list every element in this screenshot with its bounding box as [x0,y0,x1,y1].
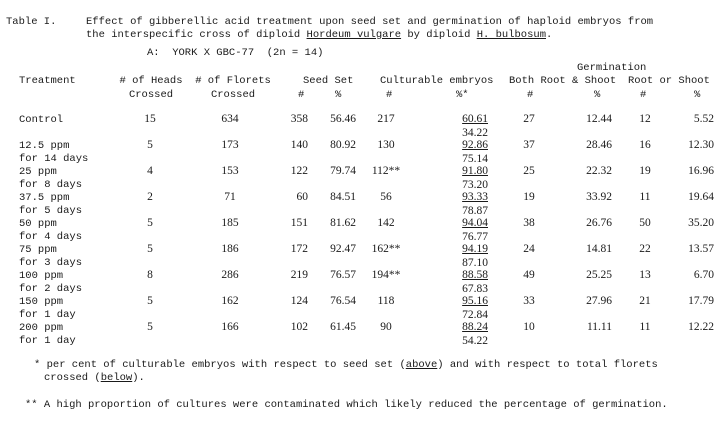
cell-seedset-n: 60 [296,191,308,203]
cell-both-p: 27.96 [586,295,612,307]
cell-treatment: 12.5 ppm [19,140,70,152]
cell-culturable-p-below: 34.22 [462,127,488,139]
header-treatment: Treatment [19,75,76,87]
cell-culturable-p-above: 95.16 [462,295,488,307]
cell-heads: 5 [147,139,153,151]
header-florets: # of Florets [195,75,271,87]
table-title-line1: Effect of gibberellic acid treatment upon seed set and germination of haploid embryos from [86,16,654,28]
cell-heads: 8 [147,269,153,281]
cell-both-p: 33.92 [586,191,612,203]
cell-both-p: 25.25 [586,269,612,281]
cell-culturable-n: 142 [377,217,395,229]
cell-both-n: 33 [523,295,535,307]
cell-ros-p: 17.79 [688,295,714,307]
header-culturable-p: %* [456,89,469,101]
cell-both-n: 27 [523,113,535,125]
cell-culturable-p-below: 67.83 [462,283,488,295]
header-root-or-shoot: Root or Shoot [628,75,710,87]
cell-both-n: 37 [523,139,535,151]
cell-culturable-n: 162** [371,243,401,255]
cell-ros-p: 13.57 [688,243,714,255]
cell-ros-n: 22 [639,243,651,255]
cell-treatment-duration: for 4 days [19,231,83,243]
cell-heads: 5 [147,243,153,255]
cell-ros-n: 50 [639,217,651,229]
cell-treatment-duration: for 5 days [19,205,83,217]
cell-seedset-p: 76.57 [330,269,356,281]
header-ros-p: % [694,89,701,101]
cell-treatment-duration: for 3 days [19,257,83,269]
table-subtitle: A: YORK X GBC-77 (2n = 14) [147,47,324,59]
cell-treatment: 37.5 ppm [19,192,70,204]
cell-seedset-n: 122 [290,165,308,177]
header-ros-n: # [640,89,647,101]
cell-florets: 185 [221,217,239,229]
cell-florets: 166 [221,321,239,333]
species-name-2: H. bulbosum [476,29,546,41]
cell-culturable-p-below: 73.20 [462,179,488,191]
cell-treatment: 50 ppm [19,218,57,230]
cell-culturable-p-above: 94.04 [462,217,488,229]
cell-ros-p: 19.64 [688,191,714,203]
header-heads: # of Heads [119,75,183,87]
cell-both-n: 25 [523,165,535,177]
cell-ros-p: 12.22 [688,321,714,333]
cell-heads: 2 [147,191,153,203]
cell-treatment-duration: for 14 days [19,153,89,165]
cell-ros-n: 21 [639,295,651,307]
cell-seedset-n: 102 [290,321,308,333]
cell-both-p: 22.32 [586,165,612,177]
cell-seedset-p: 80.92 [330,139,356,151]
cell-treatment: 200 ppm [19,322,64,334]
cell-both-n: 38 [523,217,535,229]
cell-treatment-duration: for 8 days [19,179,83,191]
header-both-p: % [594,89,601,101]
cell-both-p: 11.11 [586,321,612,333]
cell-both-n: 24 [523,243,535,255]
cell-culturable-p-below: 87.10 [462,257,488,269]
header-seedset: Seed Set [303,75,354,87]
cell-ros-p: 5.52 [693,113,714,125]
table-title-line2: the interspecific cross of diploid Hordeum vulgare by diploid H. bulbosum. [86,29,553,41]
cell-both-p: 14.81 [586,243,612,255]
cell-treatment-duration: for 1 day [19,335,76,347]
cell-florets: 186 [221,243,239,255]
header-both: Both Root & Shoot [509,75,617,87]
header-culturable: Culturable embryos [380,75,494,87]
cell-ros-n: 12 [639,113,651,125]
cell-ros-n: 11 [639,321,651,333]
header-both-n: # [527,89,534,101]
cell-culturable-p-below: 75.14 [462,153,488,165]
cell-florets: 153 [221,165,239,177]
cell-culturable-p-below: 72.84 [462,309,488,321]
cell-seedset-p: 81.62 [330,217,356,229]
cell-both-p: 28.46 [586,139,612,151]
cell-seedset-p: 56.46 [330,113,356,125]
cell-treatment: 100 ppm [19,270,64,282]
cell-culturable-p-above: 94.19 [462,243,488,255]
cell-seedset-n: 124 [290,295,308,307]
cell-seedset-n: 219 [290,269,308,281]
table-label: Table I. [6,16,57,28]
cell-culturable-n: 56 [380,191,392,203]
cell-culturable-p-above: 60.61 [462,113,488,125]
cell-both-n: 19 [523,191,535,203]
cell-seedset-n: 140 [290,139,308,151]
cell-ros-n: 16 [639,139,651,151]
cell-culturable-p-above: 93.33 [462,191,488,203]
cell-ros-n: 11 [639,191,651,203]
cell-seedset-p: 61.45 [330,321,356,333]
cell-ros-p: 12.30 [688,139,714,151]
cell-culturable-n: 194** [371,269,401,281]
species-name-1: Hordeum vulgare [306,29,402,41]
cell-culturable-p-above: 91.80 [462,165,488,177]
cell-heads: 15 [144,113,156,125]
cell-treatment-duration: for 2 days [19,283,83,295]
cell-treatment: 25 ppm [19,166,57,178]
footnote-1: * per cent of culturable embryos with respect to seed set (above) and with respect to total florets [34,359,658,371]
cell-culturable-n: 118 [377,295,395,307]
cell-seedset-n: 172 [290,243,308,255]
cell-heads: 4 [147,165,153,177]
cell-treatment-duration: for 1 day [19,309,76,321]
cell-seedset-p: 76.54 [330,295,356,307]
header-heads-sub: Crossed [128,89,174,101]
header-seedset-n: # [298,89,305,101]
header-seedset-p: % [335,89,342,101]
header-germination: Germination [577,62,647,74]
cell-ros-p: 35.20 [688,217,714,229]
cell-culturable-n: 130 [377,139,395,151]
footnote-2: ** A high proportion of cultures were contaminated which likely reduced the percentage of germination. [25,399,668,411]
cell-heads: 5 [147,321,153,333]
cell-ros-p: 6.70 [693,269,714,281]
header-florets-sub: Crossed [210,89,256,101]
cell-both-p: 12.44 [586,113,612,125]
cell-ros-n: 13 [639,269,651,281]
cell-both-p: 26.76 [586,217,612,229]
cell-culturable-p-below: 76.77 [462,231,488,243]
cell-culturable-n: 217 [377,113,395,125]
cell-ros-n: 19 [639,165,651,177]
cell-seedset-n: 358 [290,113,308,125]
cell-treatment: 150 ppm [19,296,64,308]
cell-culturable-p-below: 54.22 [462,335,488,347]
cell-both-n: 10 [523,321,535,333]
header-culturable-n: # [386,89,393,101]
cell-culturable-n: 90 [380,321,392,333]
cell-culturable-p-above: 88.58 [462,269,488,281]
cell-florets: 162 [221,295,239,307]
cell-florets: 634 [221,113,239,125]
cell-florets: 71 [224,191,236,203]
cell-culturable-p-above: 92.86 [462,139,488,151]
cell-treatment: 75 ppm [19,244,57,256]
cell-seedset-n: 151 [290,217,308,229]
cell-seedset-p: 84.51 [330,191,356,203]
cell-ros-p: 16.96 [688,165,714,177]
cell-florets: 286 [221,269,239,281]
cell-heads: 5 [147,217,153,229]
cell-culturable-p-below: 78.87 [462,205,488,217]
footnote-1-cont: crossed (below). [44,372,145,384]
cell-both-n: 49 [523,269,535,281]
cell-seedset-p: 79.74 [330,165,356,177]
cell-culturable-p-above: 88.24 [462,321,488,333]
cell-culturable-n: 112** [371,165,401,177]
cell-treatment: Control [19,114,64,126]
cell-heads: 5 [147,295,153,307]
cell-seedset-p: 92.47 [330,243,356,255]
cell-florets: 173 [221,139,239,151]
